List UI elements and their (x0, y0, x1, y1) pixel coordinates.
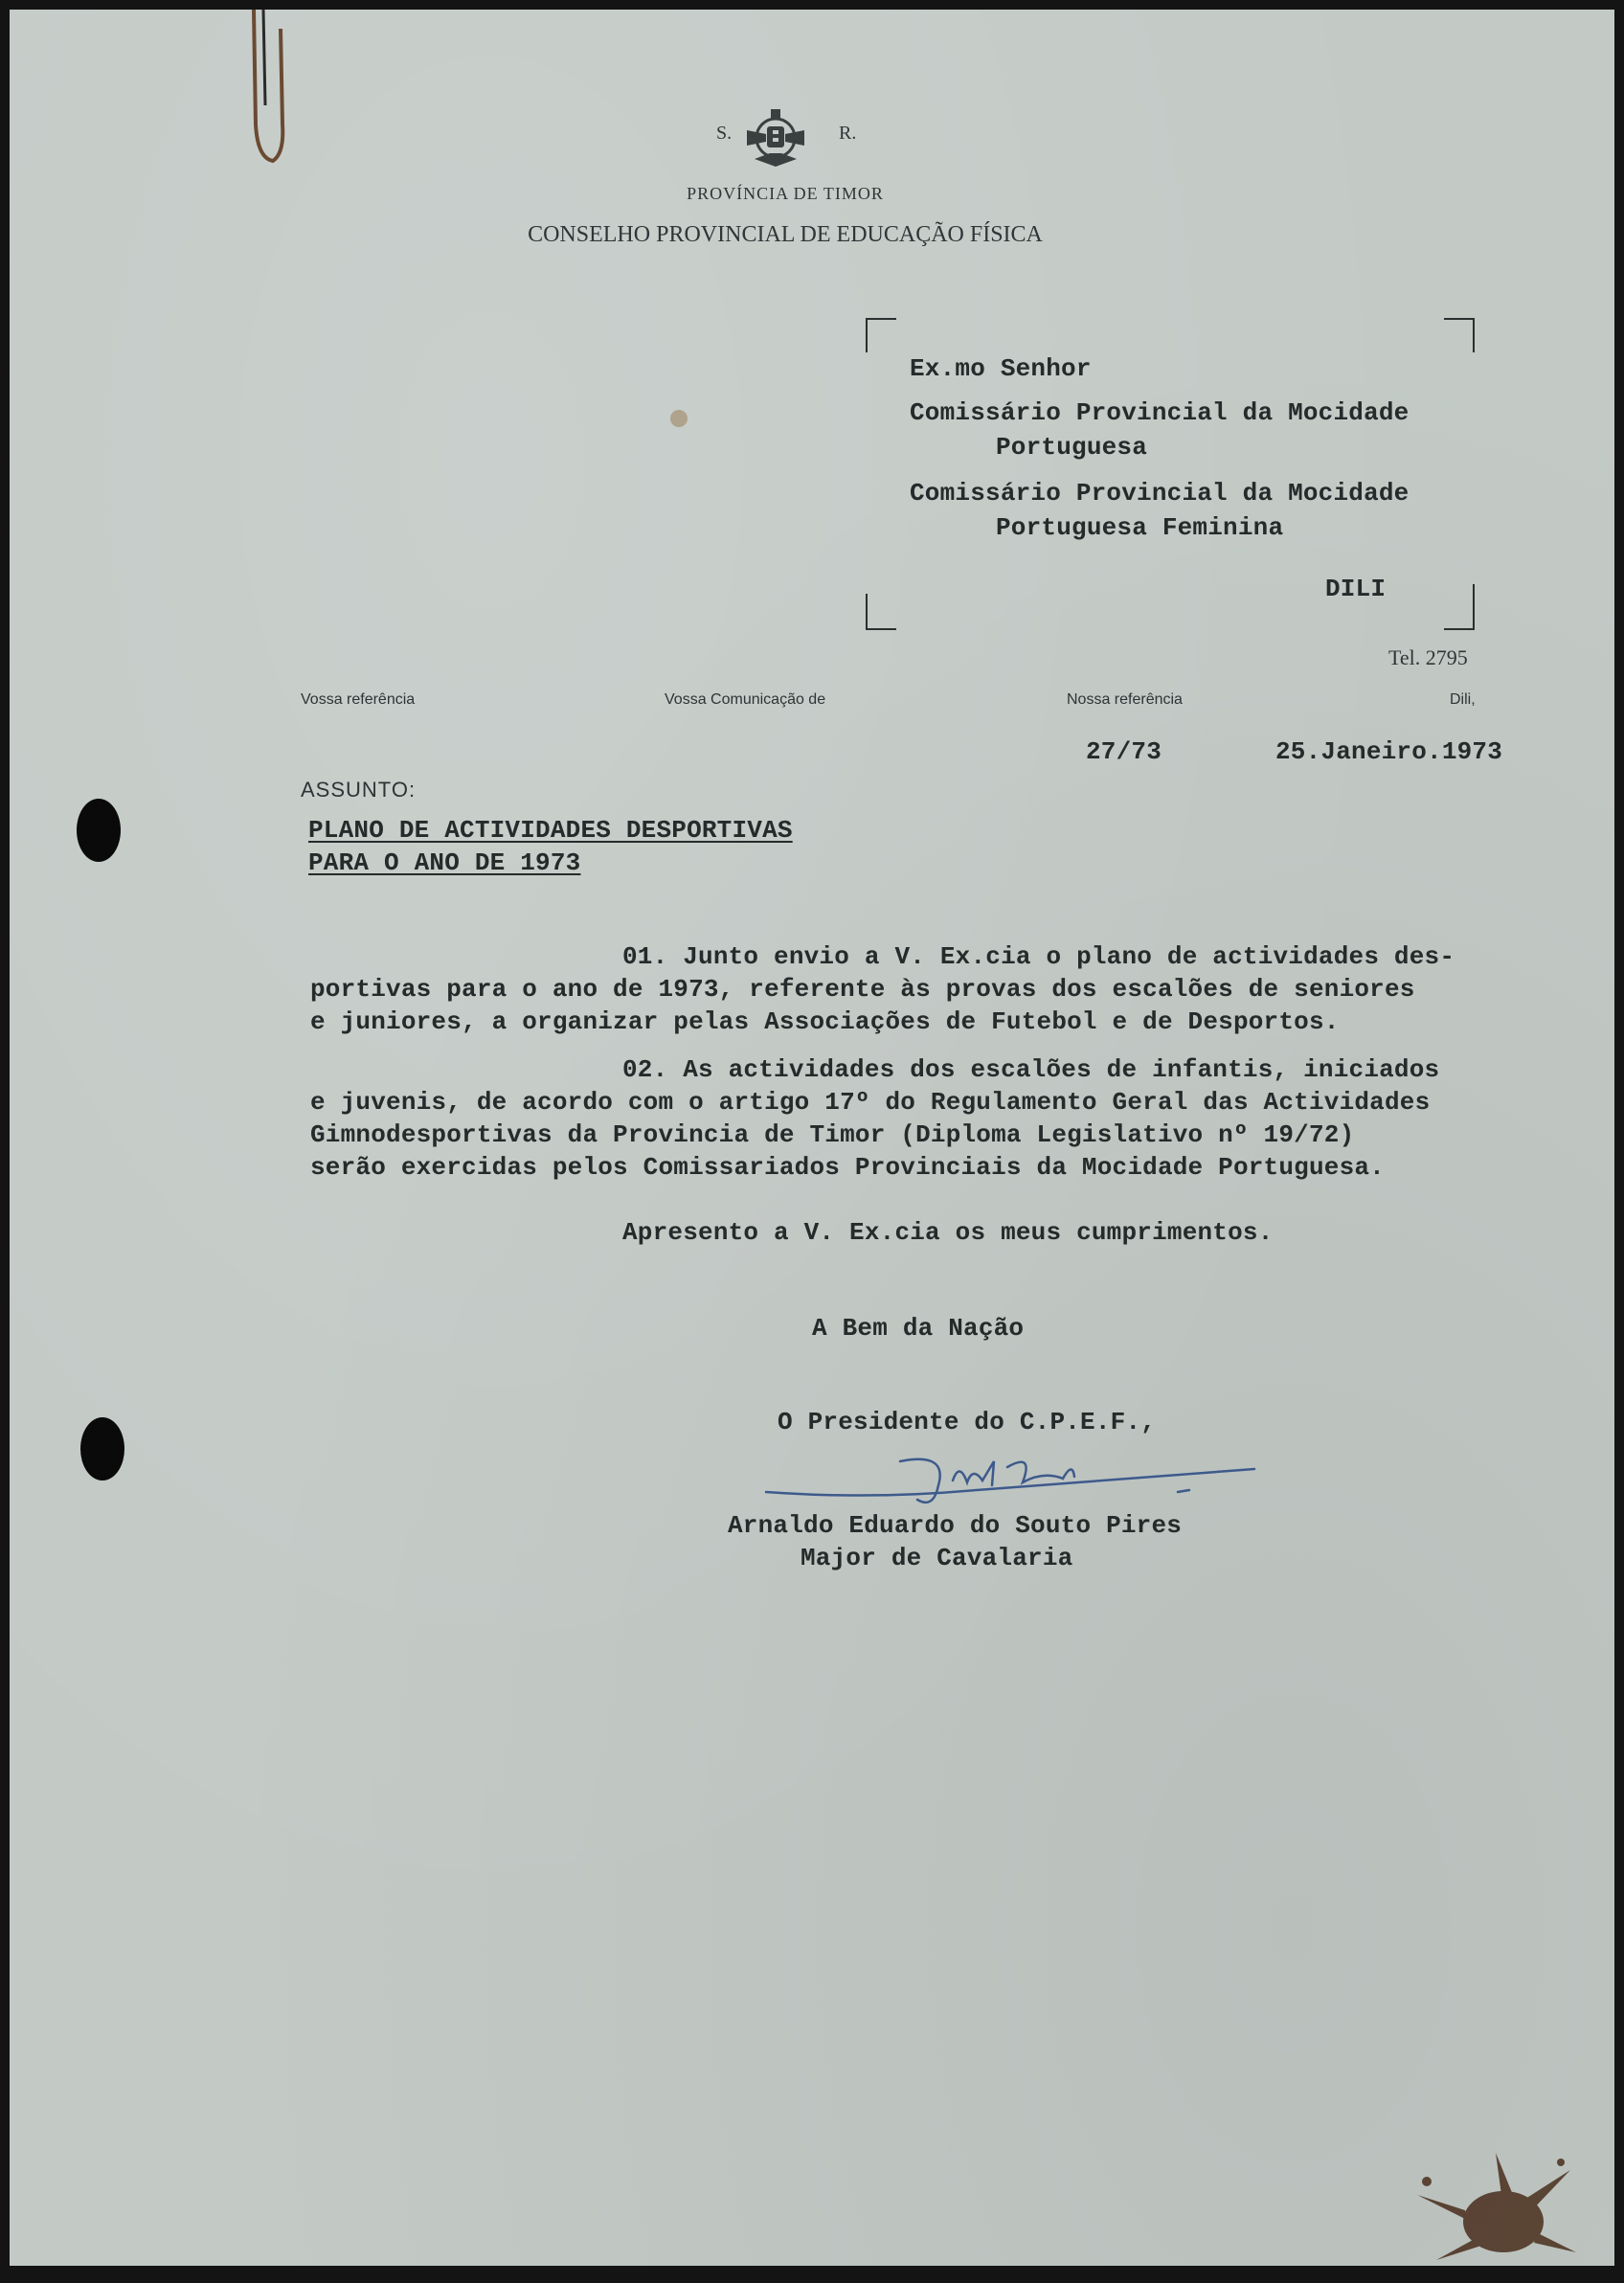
signatory-rank: Major de Cavalaria (801, 1544, 1073, 1572)
paper-clip-mark (235, 10, 292, 172)
recipient-salutation: Ex.mo Senhor (910, 354, 1092, 383)
address-bracket-bottom-left (866, 594, 896, 630)
recipient-line-2: Portuguesa (996, 433, 1148, 462)
letterhead-council: CONSELHO PROVINCIAL DE EDUCAÇÃO FÍSICA (528, 222, 1043, 247)
address-bracket-top-left (866, 318, 896, 352)
recipient-line-3: Comissário Provincial da Mocidade (910, 479, 1410, 508)
address-bracket-bottom-right (1444, 584, 1475, 630)
paragraph-2-line-3: Gimnodesportivas da Provincia de Timor (Diploma Legislativo nº 19/72) (310, 1120, 1355, 1149)
paragraph-1-line-1: 01. Junto envio a V. Ex.cia o plano de actividades des- (622, 942, 1455, 971)
recipient-line-1: Comissário Provincial da Mocidade (910, 398, 1410, 427)
letterhead-initial-right: R. (839, 123, 857, 144)
paragraph-2-line-4: serão exercidas pelos Comissariados Provinciais da Mocidade Portuguesa. (310, 1153, 1385, 1182)
punch-hole-top (77, 799, 121, 862)
subject-line-2: PARA O ANO DE 1973 (308, 848, 581, 877)
label-vossa-comunicacao: Vossa Comunicação de (665, 691, 826, 708)
phone-number: Tel. 2795 (1388, 645, 1468, 669)
closing-motto: A Bem da Nação (812, 1314, 1025, 1343)
paragraph-1-line-2: portivas para o ano de 1973, referente às provas dos escalões de seniores (310, 975, 1415, 1004)
letter-date: 25.Janeiro.1973 (1275, 737, 1503, 766)
coat-of-arms-emblem (741, 102, 810, 172)
subject-label: ASSUNTO: (301, 778, 417, 802)
rust-spot (670, 410, 688, 427)
letterhead-province: PROVÍNCIA DE TIMOR (687, 184, 884, 203)
signatory-title: O Presidente do C.P.E.F., (778, 1408, 1157, 1436)
recipient-line-4: Portuguesa Feminina (996, 513, 1284, 542)
label-nossa-referencia: Nossa referência (1067, 691, 1183, 708)
recipient-city: DILI (1325, 575, 1387, 603)
paragraph-2-line-2: e juvenis, de acordo com o artigo 17º do Regulamento Geral das Actividades (310, 1088, 1431, 1117)
punch-hole-bottom (80, 1417, 124, 1481)
ink-stain (1408, 2153, 1580, 2266)
closing-sentence: Apresento a V. Ex.cia os meus cumprimentos. (622, 1218, 1274, 1247)
label-dili-date: Dili, (1450, 691, 1476, 708)
signatory-name: Arnaldo Eduardo do Souto Pires (728, 1511, 1183, 1540)
letter-page (10, 10, 1614, 2266)
paragraph-2-line-1: 02. As actividades dos escalões de infantis, iniciados (622, 1055, 1440, 1084)
letterhead-initial-left: S. (716, 123, 733, 144)
subject-line-1: PLANO DE ACTIVIDADES DESPORTIVAS (308, 816, 793, 845)
label-vossa-referencia: Vossa referência (301, 691, 416, 708)
handwritten-signature (756, 1433, 1274, 1519)
paragraph-1-line-3: e juniores, a organizar pelas Associações de Futebol e de Desportos. (310, 1007, 1340, 1036)
address-bracket-top-right (1444, 318, 1475, 352)
nossa-referencia-value: 27/73 (1086, 737, 1162, 766)
